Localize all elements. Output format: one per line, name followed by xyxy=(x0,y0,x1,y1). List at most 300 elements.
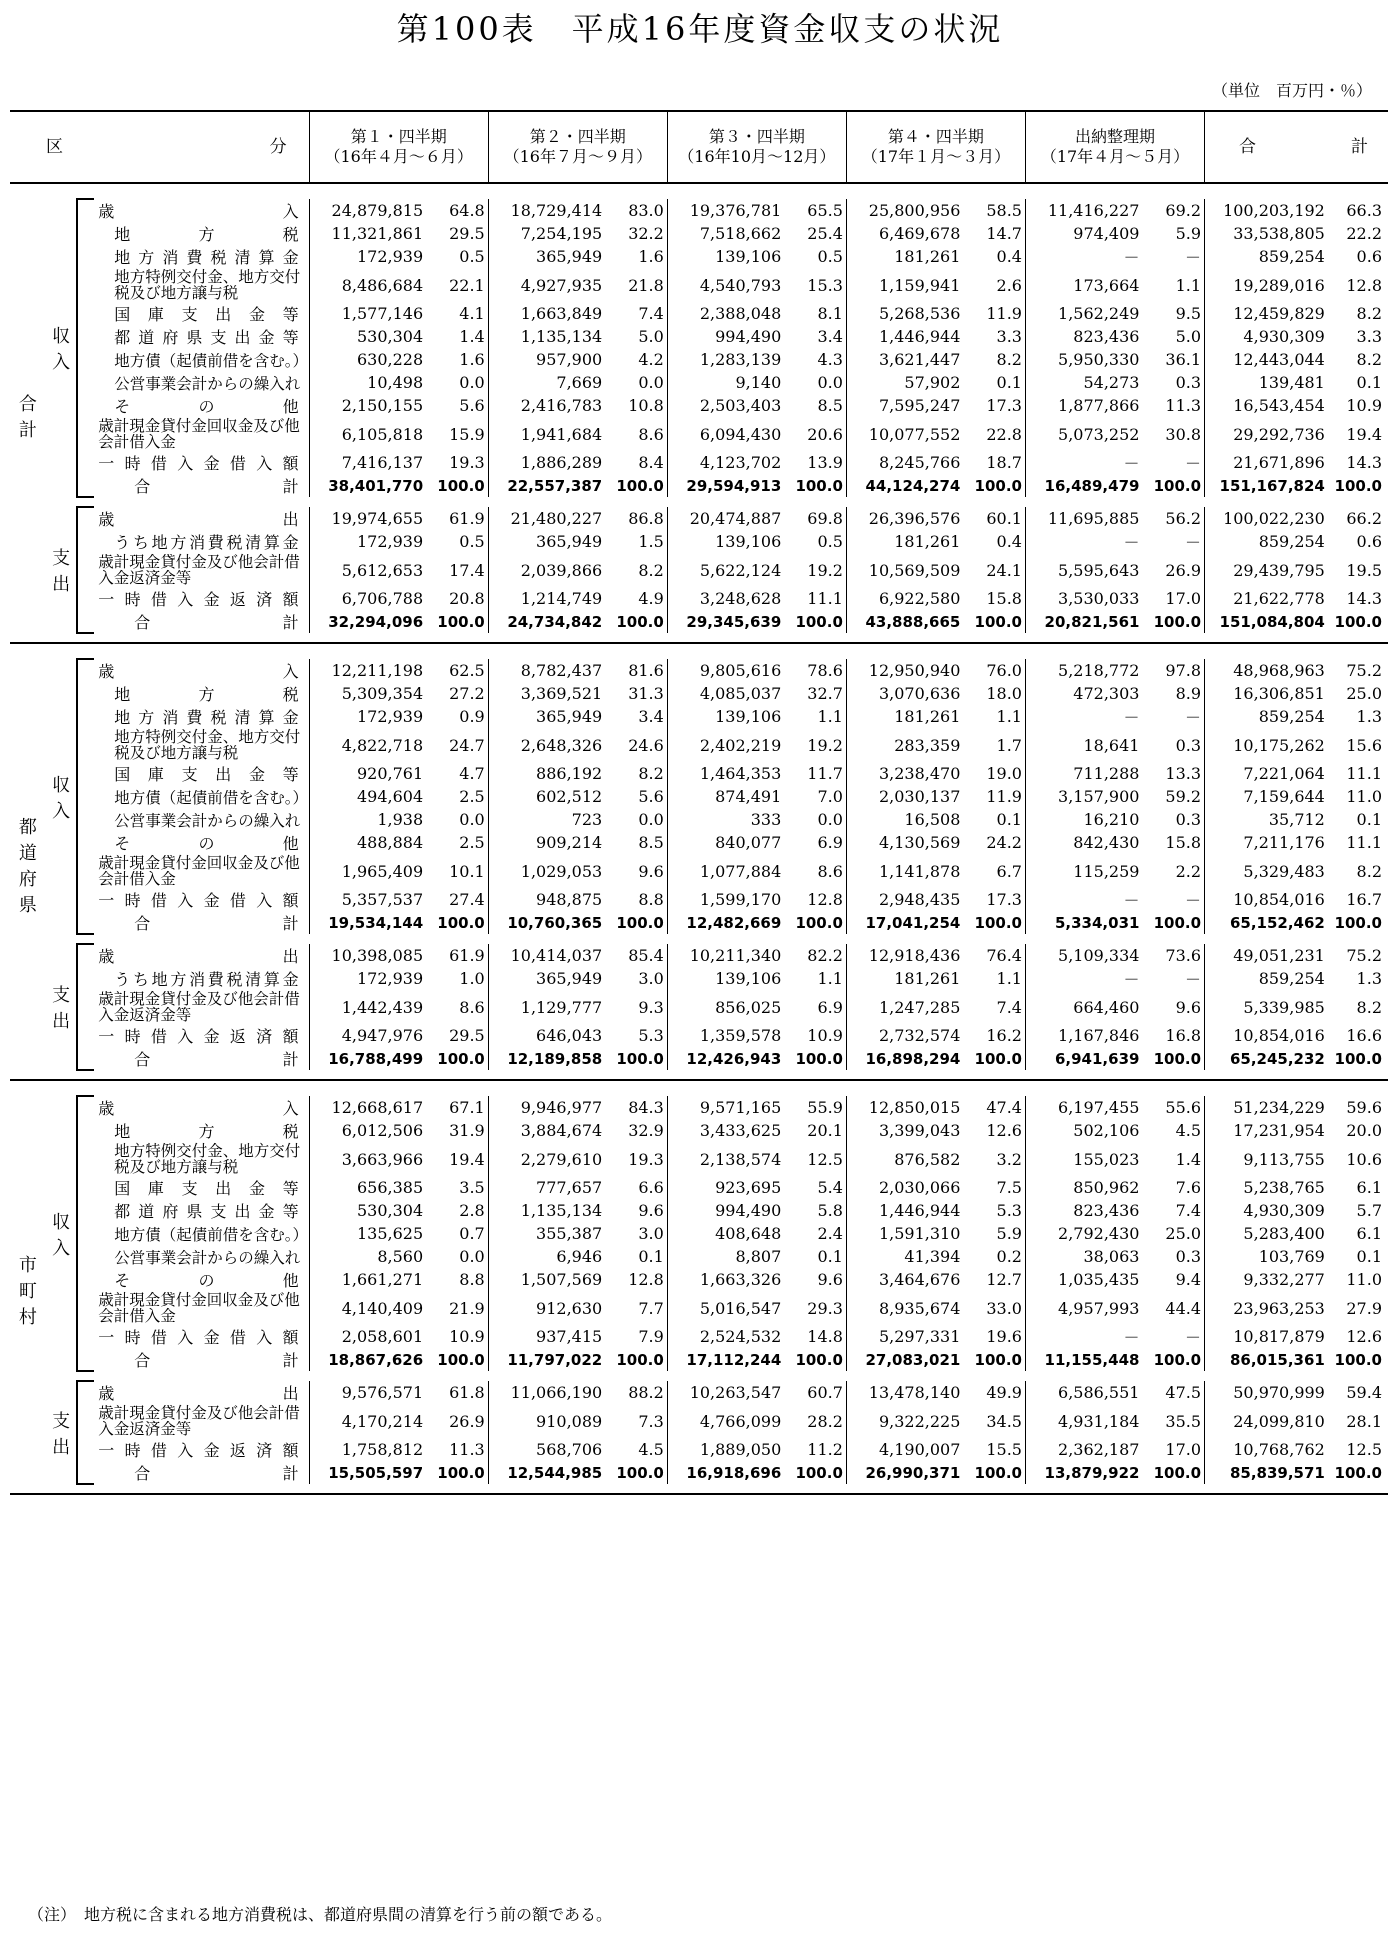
row-label xyxy=(94,199,308,222)
percent-cell: 47.4 xyxy=(986,1098,1022,1117)
percent-cell: 0.5 xyxy=(817,247,843,266)
amount-cell: 283,359 xyxy=(846,728,964,762)
percent-cell: 7.4 xyxy=(638,304,664,323)
amount-cell: 49,051,231 xyxy=(1205,944,1329,967)
row-label-part: 支 xyxy=(210,1202,227,1221)
row-label xyxy=(94,269,308,301)
amount-cell: 3,621,447 xyxy=(846,348,964,371)
row-label-part: 計 xyxy=(282,1351,299,1370)
percent-cell: 36.1 xyxy=(1165,350,1202,369)
percent-cell: 19.0 xyxy=(986,764,1022,783)
row-label: 公営事業会計からの繰入れ xyxy=(114,1248,301,1267)
percent-cell: 5.9 xyxy=(1175,224,1202,243)
amount-cell: 115,259 xyxy=(1025,854,1143,888)
section-name xyxy=(10,390,46,442)
amount-cell: 173,664 xyxy=(1025,268,1143,302)
row-label-part: 庫 xyxy=(147,765,164,784)
row-label xyxy=(94,1325,308,1348)
group-name-char: 収 xyxy=(52,326,71,347)
row-label-cell xyxy=(94,1142,309,1176)
amount-cell: 910,089 xyxy=(488,1404,606,1438)
amount-cell: 1,758,812 xyxy=(309,1438,427,1461)
row-label-part: 時 xyxy=(124,1027,141,1046)
amount-cell: 11,155,448 xyxy=(1025,1348,1143,1371)
percent-cell: 67.1 xyxy=(449,1098,485,1117)
row-label-part: 清 xyxy=(245,533,262,552)
table-row xyxy=(10,911,1388,934)
percent-cell: 27.9 xyxy=(1346,1298,1382,1318)
amount-cell: 494,604 xyxy=(309,785,427,808)
amount-cell: 1,464,353 xyxy=(667,762,785,785)
percent-cell: 100.0 xyxy=(974,612,1022,631)
percent-cell: 47.5 xyxy=(1165,1383,1202,1402)
percent-cell: 65.5 xyxy=(807,201,843,220)
percent-cell: 28.2 xyxy=(807,1411,843,1431)
percent-cell: 0.3 xyxy=(1175,1247,1202,1266)
gap-cell xyxy=(10,633,1388,643)
row-label-part: 額 xyxy=(282,1027,299,1046)
row-label-part: 借 xyxy=(229,454,246,473)
row-label-part: 税 xyxy=(282,225,299,244)
row-label-part: 方 xyxy=(170,970,187,989)
row-label-cell xyxy=(94,268,309,302)
amount-cell: 13,478,140 xyxy=(846,1381,964,1404)
amount-cell: 12,544,985 xyxy=(488,1461,606,1484)
percent-cell: 16.6 xyxy=(1346,1026,1382,1045)
amount-cell: 1,599,170 xyxy=(667,888,785,911)
row-label-part: 金 xyxy=(282,533,299,552)
percent-cell: 17.3 xyxy=(986,396,1022,415)
amount-cell: 1,446,944 xyxy=(846,1199,964,1222)
row-label xyxy=(94,1143,308,1175)
amount-cell: 12,459,829 xyxy=(1205,302,1329,325)
row-label-part: 借 xyxy=(229,1328,246,1347)
amount-cell: 10,414,037 xyxy=(488,944,606,967)
percent-cell: 16.7 xyxy=(1346,890,1382,909)
section-label xyxy=(10,1096,46,1484)
percent-cell: 61.9 xyxy=(449,946,485,965)
amount-cell: 15,505,597 xyxy=(309,1461,427,1484)
amount-cell: 5,339,985 xyxy=(1205,990,1329,1024)
income-group-label xyxy=(46,199,78,497)
percent-cell: 11.2 xyxy=(807,1440,843,1459)
row-label-part: 出 xyxy=(215,1179,232,1198)
expense-group-label xyxy=(46,507,78,633)
percent-cell: 11.7 xyxy=(807,764,843,783)
percent-cell: 0.0 xyxy=(817,810,843,829)
percent-cell: 100.0 xyxy=(1334,612,1382,631)
percent-cell: － xyxy=(1185,248,1202,267)
percent-cell: 100.0 xyxy=(616,476,664,495)
section-gap xyxy=(10,1484,1388,1494)
amount-cell: 10,854,016 xyxy=(1205,1024,1329,1047)
percent-cell: 14.8 xyxy=(807,1327,843,1346)
amount-cell: 22,557,387 xyxy=(488,474,606,497)
row-label-cell xyxy=(94,1047,309,1070)
table-row xyxy=(10,705,1388,728)
amount-cell: 181,261 xyxy=(846,245,964,268)
row-label xyxy=(94,1381,308,1404)
row-label-part: 金 xyxy=(203,891,220,910)
header-period-1 xyxy=(309,111,488,183)
percent-cell: 100.0 xyxy=(795,612,843,631)
amount-cell: 3,070,636 xyxy=(846,682,964,705)
amount-cell: 44,124,274 xyxy=(846,474,964,497)
row-label-line2: 税及び地方譲与税 xyxy=(114,744,239,762)
row-label-part: 庫 xyxy=(147,305,164,324)
row-label-part: 入 xyxy=(256,891,273,910)
row-label-line2: 会計借入金 xyxy=(98,433,176,451)
percent-cell: 100.0 xyxy=(795,1463,843,1482)
amount-cell: 1,562,249 xyxy=(1025,302,1143,325)
row-label: 公営事業会計からの繰入れ xyxy=(114,374,301,393)
percent-cell: 100.0 xyxy=(795,476,843,495)
fund-flow-table xyxy=(10,110,1388,1495)
amount-cell: 4,123,702 xyxy=(667,451,785,474)
percent-cell: 100.0 xyxy=(974,1463,1022,1482)
percent-cell: 20.6 xyxy=(807,424,843,444)
percent-cell: 0.6 xyxy=(1356,247,1382,266)
table-row xyxy=(10,728,1388,762)
percent-cell: 6.1 xyxy=(1356,1224,1382,1243)
row-label-part: そ xyxy=(114,834,131,853)
percent-cell: 100.0 xyxy=(1153,1049,1202,1068)
amount-cell: 172,939 xyxy=(309,245,427,268)
table-row xyxy=(10,785,1388,808)
row-label-part: 額 xyxy=(282,590,299,609)
amount-cell: 502,106 xyxy=(1025,1119,1143,1142)
percent-cell: 19.3 xyxy=(628,1149,664,1169)
row-label-line2: 税及び地方譲与税 xyxy=(114,284,239,302)
amount-cell: 909,214 xyxy=(488,831,606,854)
percent-cell: 13.9 xyxy=(807,453,843,472)
percent-cell: 7.3 xyxy=(638,1411,664,1431)
amount-cell: 8,807 xyxy=(667,1245,785,1268)
row-label xyxy=(94,1024,308,1047)
percent-cell: 82.2 xyxy=(807,946,843,965)
table-row xyxy=(10,944,1388,967)
percent-cell: 1.1 xyxy=(817,707,843,726)
row-label-line2: 税及び地方譲与税 xyxy=(114,1158,239,1176)
row-label xyxy=(94,610,308,633)
amount-cell: 18,867,626 xyxy=(309,1348,427,1371)
row-label-part: 金 xyxy=(258,1202,275,1221)
row-label xyxy=(94,1199,308,1222)
percent-cell: 9.4 xyxy=(1175,1270,1202,1289)
row-label-part: 地 xyxy=(114,225,131,244)
table-row xyxy=(10,1438,1388,1461)
percent-cell: 100.0 xyxy=(1153,612,1202,631)
row-label-part: 一 xyxy=(98,891,115,910)
amount-cell: 10,498 xyxy=(309,371,427,394)
amount-cell: 12,668,617 xyxy=(309,1096,427,1119)
amount-cell: 24,099,810 xyxy=(1205,1404,1329,1438)
row-label-part: 時 xyxy=(124,891,141,910)
row-label-part: 清 xyxy=(234,248,251,267)
percent-cell: 66.2 xyxy=(1346,509,1382,528)
amount-cell: 9,140 xyxy=(667,371,785,394)
row-label-part: 金 xyxy=(248,1179,265,1198)
section-gap xyxy=(10,644,1388,659)
percent-cell: 8.2 xyxy=(638,560,664,580)
header-period-4 xyxy=(846,111,1025,183)
row-label-part: 入 xyxy=(177,891,194,910)
row-label-cell xyxy=(94,911,309,934)
row-label-part: 入 xyxy=(282,662,299,681)
amount-cell: 155,023 xyxy=(1025,1142,1143,1176)
row-label-part: 計 xyxy=(282,613,299,632)
bracket xyxy=(77,1381,94,1484)
row-label-part: 借 xyxy=(150,1328,167,1347)
row-label xyxy=(94,530,308,553)
percent-cell: 49.9 xyxy=(986,1383,1022,1402)
amount-cell: 488,884 xyxy=(309,831,427,854)
percent-cell: 22.1 xyxy=(449,275,485,295)
row-label xyxy=(94,855,308,887)
amount-cell: 6,586,551 xyxy=(1025,1381,1143,1404)
percent-cell: 6.1 xyxy=(1356,1178,1382,1197)
row-label xyxy=(94,1047,308,1070)
percent-cell: 0.1 xyxy=(1356,373,1382,392)
amount-cell: 1,077,884 xyxy=(667,854,785,888)
amount-cell: 11,321,861 xyxy=(309,222,427,245)
percent-cell: 20.8 xyxy=(449,589,485,608)
percent-cell: 19.4 xyxy=(1346,424,1382,444)
percent-cell: 2.6 xyxy=(996,275,1022,295)
section-gap xyxy=(10,183,1388,199)
expense-group-label xyxy=(46,944,78,1070)
row-label-part: 出 xyxy=(215,765,232,784)
amount-cell: 3,369,521 xyxy=(488,682,606,705)
row-label xyxy=(94,1405,308,1437)
row-label-part: 出 xyxy=(234,328,251,347)
amount-cell: 1,159,941 xyxy=(846,268,964,302)
percent-cell: 10.1 xyxy=(449,861,485,881)
row-label xyxy=(94,1176,308,1199)
row-label-part: 金 xyxy=(282,708,299,727)
header-kubun-left: 区 xyxy=(46,137,63,157)
table-row xyxy=(10,1291,1388,1325)
amount-cell: 3,884,674 xyxy=(488,1119,606,1142)
row-label xyxy=(94,762,308,785)
amount-cell: 7,416,137 xyxy=(309,451,427,474)
row-label-part: 支 xyxy=(181,1179,198,1198)
row-label-part: 税 xyxy=(282,1122,299,1141)
row-label-part: 方 xyxy=(198,685,215,704)
percent-cell: 100.0 xyxy=(616,1350,664,1369)
percent-cell: 3.3 xyxy=(1356,327,1382,346)
percent-cell: 0.3 xyxy=(1175,810,1202,829)
amount-cell: 3,399,043 xyxy=(846,1119,964,1142)
percent-cell: 5.4 xyxy=(817,1178,843,1197)
percent-cell: 15.5 xyxy=(986,1440,1022,1459)
percent-cell: 66.3 xyxy=(1346,201,1382,220)
row-label-cell xyxy=(94,610,309,633)
group-name-char: 出 xyxy=(52,1436,71,1458)
amount-cell: 16,489,479 xyxy=(1025,474,1143,497)
percent-cell: 13.3 xyxy=(1165,764,1202,783)
row-label-part: 出 xyxy=(282,1384,299,1403)
header-period-label: 第３・四半期 xyxy=(708,127,805,146)
percent-cell: 8.8 xyxy=(638,890,664,909)
percent-cell: 8.2 xyxy=(996,350,1022,369)
income-group-name xyxy=(46,771,77,823)
percent-cell: 0.2 xyxy=(996,1247,1022,1266)
amount-cell: 12,189,858 xyxy=(488,1047,606,1070)
percent-cell: 56.2 xyxy=(1165,509,1202,528)
percent-cell: 75.2 xyxy=(1346,661,1382,680)
row-label-part: 税 xyxy=(282,685,299,704)
amount-cell: 5,238,765 xyxy=(1205,1176,1329,1199)
row-label-part: 合 xyxy=(134,1464,151,1483)
amount-cell: 2,039,866 xyxy=(488,553,606,587)
amount-cell: 38,063 xyxy=(1025,1245,1143,1268)
percent-cell: 0.6 xyxy=(1356,532,1382,551)
percent-cell: 100.0 xyxy=(616,913,664,932)
amount-cell: 3,530,033 xyxy=(1025,587,1143,610)
percent-cell: 1.4 xyxy=(459,327,485,346)
table-row xyxy=(10,1404,1388,1438)
header-kubun xyxy=(10,111,309,183)
amount-cell: 16,543,454 xyxy=(1205,394,1329,417)
amount-cell: 6,941,639 xyxy=(1025,1047,1143,1070)
amount-cell: 859,254 xyxy=(1205,245,1329,268)
row-label-cell xyxy=(94,728,309,762)
amount-cell: 6,197,455 xyxy=(1025,1096,1143,1119)
percent-cell: 25.4 xyxy=(807,224,843,243)
amount-cell: 13,879,922 xyxy=(1025,1461,1143,1484)
amount-cell: 5,283,400 xyxy=(1205,1222,1329,1245)
percent-cell: 11.0 xyxy=(1346,1270,1382,1289)
percent-cell: 76.0 xyxy=(986,661,1022,680)
amount-cell: 33,538,805 xyxy=(1205,222,1329,245)
group-name-char: 収 xyxy=(52,1211,71,1233)
row-label-cell xyxy=(94,1404,309,1438)
header-period-range: （16年10月～12月） xyxy=(678,147,836,166)
percent-cell: 10.9 xyxy=(449,1327,485,1346)
expense-group-name xyxy=(46,544,77,596)
percent-cell: 15.8 xyxy=(986,589,1022,608)
amount-cell: 12,443,044 xyxy=(1205,348,1329,371)
percent-cell: 8.2 xyxy=(1356,997,1382,1017)
percent-cell: 32.9 xyxy=(628,1121,664,1140)
header-period-3 xyxy=(667,111,846,183)
amount-cell: 12,211,198 xyxy=(309,659,427,682)
row-label-cell xyxy=(94,1222,309,1245)
table-row xyxy=(10,587,1388,610)
percent-cell: 10.9 xyxy=(807,1026,843,1045)
row-label-part: 県 xyxy=(186,1202,203,1221)
percent-cell: 0.4 xyxy=(996,532,1022,551)
amount-cell: 711,288 xyxy=(1025,762,1143,785)
percent-cell: 100.0 xyxy=(795,1350,843,1369)
percent-cell: 100.0 xyxy=(437,1463,485,1482)
row-label-part: 国 xyxy=(114,765,131,784)
percent-cell: 19.2 xyxy=(807,560,843,580)
percent-cell: 5.3 xyxy=(638,1026,664,1045)
row-label-part: 費 xyxy=(186,708,203,727)
row-label-part: 入 xyxy=(177,1441,194,1460)
bracket xyxy=(77,659,94,934)
percent-cell: 0.1 xyxy=(817,1247,843,1266)
amount-cell: 2,279,610 xyxy=(488,1142,606,1176)
table-row xyxy=(10,245,1388,268)
table-row xyxy=(10,1142,1388,1176)
percent-cell: 0.3 xyxy=(1175,373,1202,392)
row-label xyxy=(94,587,308,610)
header-total-right: 計 xyxy=(1351,137,1368,157)
row-label-cell xyxy=(94,1291,309,1325)
percent-cell: 0.1 xyxy=(996,373,1022,392)
amount-cell: 9,576,571 xyxy=(309,1381,427,1404)
row-label xyxy=(94,1268,308,1291)
amount-cell: 26,396,576 xyxy=(846,507,964,530)
percent-cell: 16.8 xyxy=(1165,1026,1202,1045)
amount-cell: 29,594,913 xyxy=(667,474,785,497)
row-label-part: 金 xyxy=(203,454,220,473)
percent-cell: 10.8 xyxy=(628,396,664,415)
row-label-part: の xyxy=(198,1271,215,1290)
amount-cell: 530,304 xyxy=(309,1199,427,1222)
percent-cell: 20.0 xyxy=(1346,1121,1382,1140)
percent-cell: 97.8 xyxy=(1165,661,1202,680)
expense-group-label xyxy=(46,1381,78,1484)
row-label-cell xyxy=(94,394,309,417)
row-label-part: 出 xyxy=(215,305,232,324)
percent-cell: 61.9 xyxy=(449,509,485,528)
row-label xyxy=(94,302,308,325)
row-label-cell xyxy=(94,245,309,268)
amount-cell: 2,948,435 xyxy=(846,888,964,911)
row-label-line1: 歳計現金貸付金及び他会計借 xyxy=(98,990,300,1008)
row-label-line1: 地方特例交付金、地方交付 xyxy=(114,268,301,286)
amount-cell: 9,571,165 xyxy=(667,1096,785,1119)
percent-cell: 21.9 xyxy=(449,1298,485,1318)
amount-cell: 2,792,430 xyxy=(1025,1222,1143,1245)
income-group-name xyxy=(46,322,77,374)
amount-cell: 3,238,470 xyxy=(846,762,964,785)
row-label-cell xyxy=(94,808,309,831)
row-label-part: の xyxy=(198,397,215,416)
amount-cell: 5,309,354 xyxy=(309,682,427,705)
row-label xyxy=(94,1348,308,1371)
amount-cell: 1,577,146 xyxy=(309,302,427,325)
row-label-part: 一 xyxy=(98,454,115,473)
row-label-part: 消 xyxy=(189,970,206,989)
amount-cell: 5,016,547 xyxy=(667,1291,785,1325)
row-label-part: 借 xyxy=(150,1441,167,1460)
percent-cell: 73.6 xyxy=(1165,946,1202,965)
amount-cell: 994,490 xyxy=(667,325,785,348)
amount-cell: 8,782,437 xyxy=(488,659,606,682)
row-label-part: 計 xyxy=(282,1464,299,1483)
row-label-part: 等 xyxy=(282,765,299,784)
row-label-cell xyxy=(94,553,309,587)
row-label-part: 国 xyxy=(114,305,131,324)
row-label-part: 金 xyxy=(258,328,275,347)
amount-cell: 86,015,361 xyxy=(1205,1348,1329,1371)
row-label-part: 時 xyxy=(124,590,141,609)
percent-cell: 5.7 xyxy=(1356,1201,1382,1220)
row-label-part: 算 xyxy=(263,533,280,552)
percent-cell: 0.0 xyxy=(638,810,664,829)
row-label-part: 等 xyxy=(282,1202,299,1221)
row-label xyxy=(94,705,308,728)
row-label-part: ち xyxy=(132,533,149,552)
row-label xyxy=(94,394,308,417)
amount-cell: 2,362,187 xyxy=(1025,1438,1143,1461)
percent-cell: 100.0 xyxy=(437,612,485,631)
